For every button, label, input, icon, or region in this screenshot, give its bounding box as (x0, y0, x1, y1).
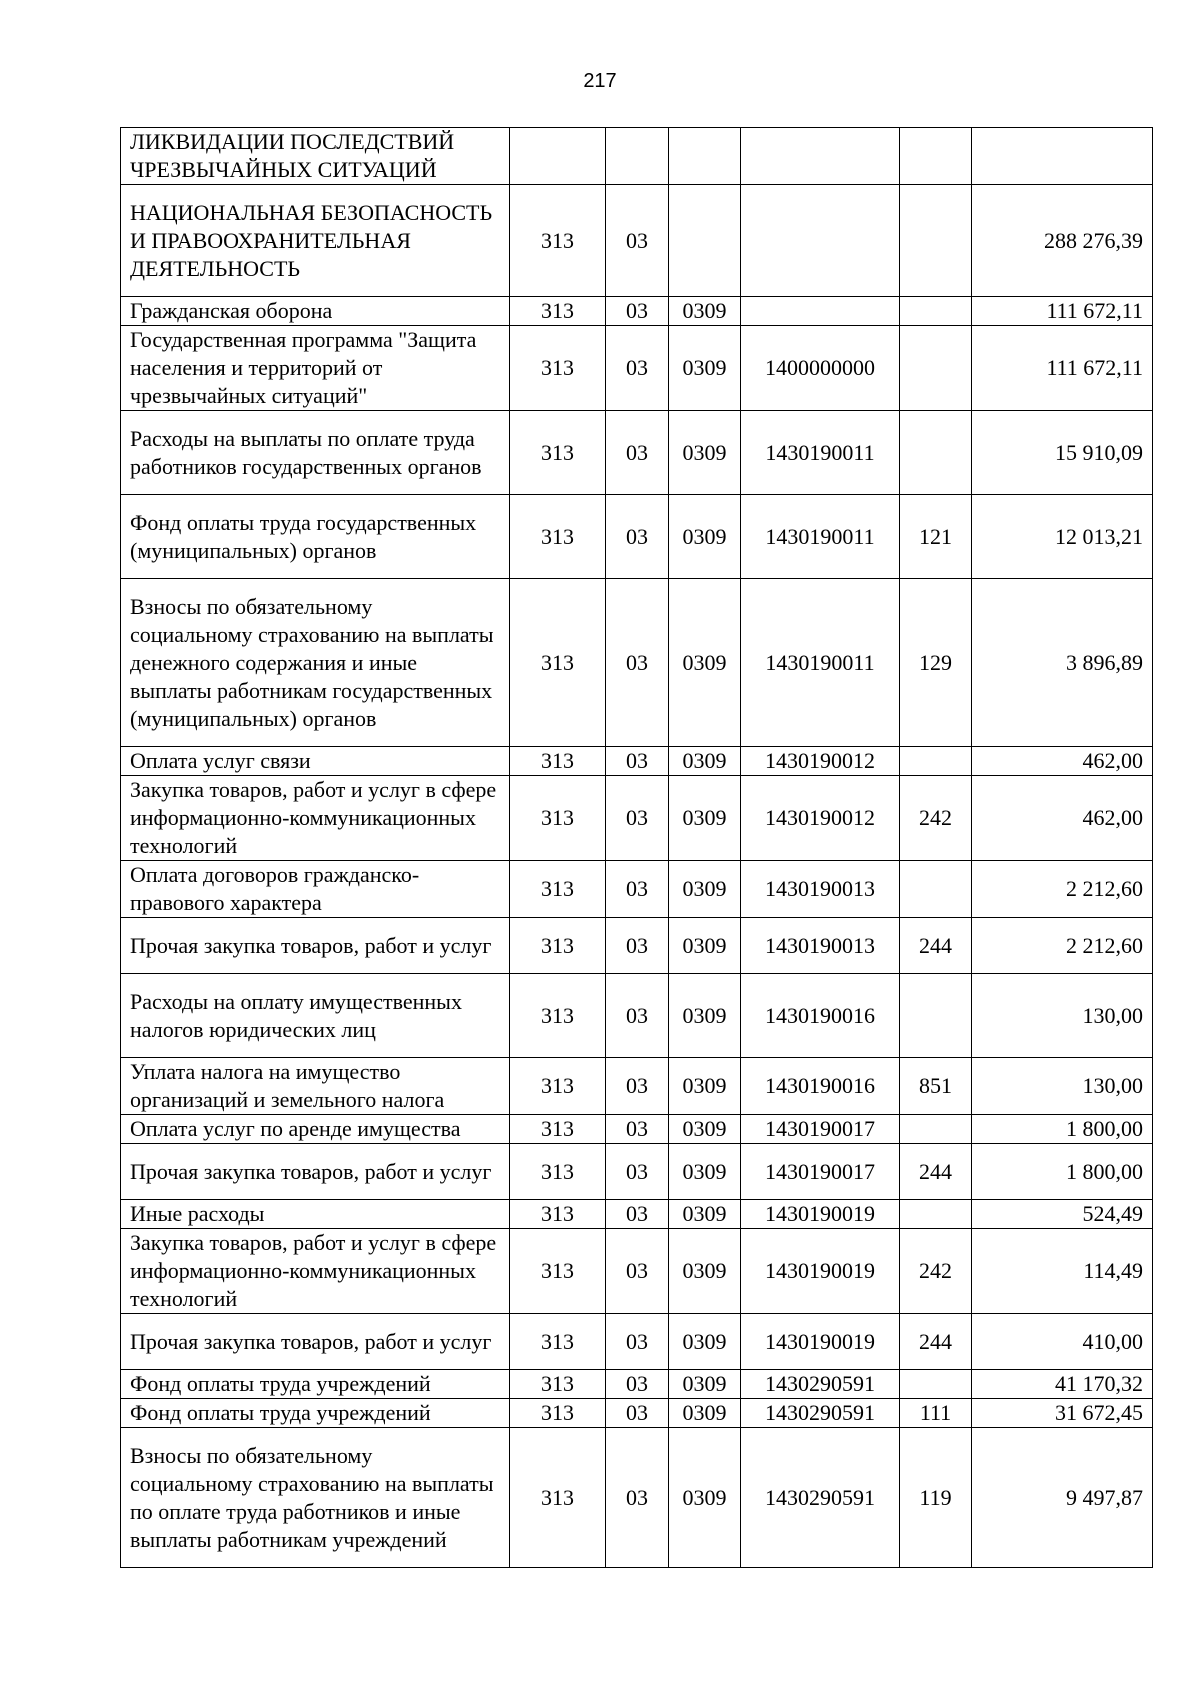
row-sum: 111 672,11 (972, 326, 1153, 411)
row-rz: 03 (606, 1428, 669, 1568)
row-name: Фонд оплаты труда государственных (муниципальных) органов (121, 495, 510, 579)
row-csr: 1430190011 (741, 579, 900, 747)
table-row (121, 747, 1153, 776)
table-row (121, 297, 1153, 326)
row-ved: 313 (510, 1058, 606, 1115)
row-rz: 03 (606, 747, 669, 776)
row-rz: 03 (606, 1144, 669, 1200)
row-vr: 242 (900, 1229, 972, 1314)
row-vr (900, 128, 972, 185)
row-prz: 0309 (669, 776, 741, 861)
row-ved (510, 128, 606, 185)
row-ved: 313 (510, 861, 606, 918)
row-rz: 03 (606, 297, 669, 326)
row-rz: 03 (606, 579, 669, 747)
row-sum: 410,00 (972, 1314, 1153, 1370)
row-csr: 1430190017 (741, 1115, 900, 1144)
row-ved: 313 (510, 1314, 606, 1370)
row-csr (741, 297, 900, 326)
row-csr: 1430190012 (741, 747, 900, 776)
row-vr (900, 974, 972, 1058)
row-csr: 1430190019 (741, 1314, 900, 1370)
row-prz: 0309 (669, 297, 741, 326)
row-ved: 313 (510, 185, 606, 297)
row-rz: 03 (606, 326, 669, 411)
row-ved: 313 (510, 411, 606, 495)
row-rz: 03 (606, 185, 669, 297)
row-name: Оплата услуг по аренде имущества (121, 1115, 510, 1144)
row-name: Взносы по обязательному социальному страхованию на выплаты по оплате труда работников и иные выплаты работникам учреждений (121, 1428, 510, 1568)
row-rz: 03 (606, 776, 669, 861)
row-prz: 0309 (669, 861, 741, 918)
row-rz: 03 (606, 1314, 669, 1370)
row-name: Уплата налога на имущество организаций и земельного налога (121, 1058, 510, 1115)
row-csr: 1430190019 (741, 1200, 900, 1229)
row-csr (741, 185, 900, 297)
row-sum: 31 672,45 (972, 1399, 1153, 1428)
row-rz: 03 (606, 1200, 669, 1229)
row-csr: 1430190013 (741, 861, 900, 918)
row-name: Гражданская оборона (121, 297, 510, 326)
row-vr: 111 (900, 1399, 972, 1428)
row-vr: 244 (900, 918, 972, 974)
row-vr (900, 185, 972, 297)
table-row (121, 1229, 1153, 1314)
row-name: Прочая закупка товаров, работ и услуг (121, 1144, 510, 1200)
row-ved: 313 (510, 1115, 606, 1144)
row-rz: 03 (606, 411, 669, 495)
table-row (121, 861, 1153, 918)
row-name: Взносы по обязательному социальному страхованию на выплаты денежного содержания и иные выплаты работникам государственных (муниципальных) органов (121, 579, 510, 747)
row-csr: 1430190016 (741, 974, 900, 1058)
row-rz: 03 (606, 1229, 669, 1314)
row-sum: 111 672,11 (972, 297, 1153, 326)
row-rz: 03 (606, 1370, 669, 1399)
row-sum (972, 128, 1153, 185)
row-prz: 0309 (669, 411, 741, 495)
row-sum: 3 896,89 (972, 579, 1153, 747)
row-sum: 524,49 (972, 1200, 1153, 1229)
row-ved: 313 (510, 326, 606, 411)
row-name: Оплата договоров гражданско-правового характера (121, 861, 510, 918)
table-row (121, 1370, 1153, 1399)
row-sum: 462,00 (972, 776, 1153, 861)
row-csr: 1430190019 (741, 1229, 900, 1314)
row-prz: 0309 (669, 495, 741, 579)
row-prz: 0309 (669, 1115, 741, 1144)
row-ved: 313 (510, 1428, 606, 1568)
row-vr (900, 326, 972, 411)
row-name: Иные расходы (121, 1200, 510, 1229)
row-csr (741, 128, 900, 185)
table-row (121, 776, 1153, 861)
row-sum: 130,00 (972, 974, 1153, 1058)
row-name: Оплата услуг связи (121, 747, 510, 776)
row-name: Прочая закупка товаров, работ и услуг (121, 918, 510, 974)
row-name: Закупка товаров, работ и услуг в сфере информационно-коммуникационных технологий (121, 776, 510, 861)
table-row (121, 918, 1153, 974)
row-rz: 03 (606, 1058, 669, 1115)
table-row (121, 1428, 1153, 1568)
row-prz: 0309 (669, 579, 741, 747)
row-csr: 1430290591 (741, 1370, 900, 1399)
row-vr (900, 747, 972, 776)
row-vr (900, 411, 972, 495)
table-row (121, 128, 1153, 185)
row-vr (900, 861, 972, 918)
row-vr (900, 1370, 972, 1399)
table-row (121, 1144, 1153, 1200)
row-vr: 119 (900, 1428, 972, 1568)
row-vr: 242 (900, 776, 972, 861)
row-vr: 851 (900, 1058, 972, 1115)
row-prz: 0309 (669, 918, 741, 974)
row-prz: 0309 (669, 1144, 741, 1200)
row-sum: 12 013,21 (972, 495, 1153, 579)
row-prz (669, 185, 741, 297)
table-row (121, 974, 1153, 1058)
row-csr: 1430190013 (741, 918, 900, 974)
row-prz (669, 128, 741, 185)
row-sum: 114,49 (972, 1229, 1153, 1314)
row-rz: 03 (606, 1115, 669, 1144)
row-csr: 1430190011 (741, 495, 900, 579)
row-name: Фонд оплаты труда учреждений (121, 1399, 510, 1428)
row-prz: 0309 (669, 1428, 741, 1568)
row-vr (900, 1200, 972, 1229)
row-ved: 313 (510, 1229, 606, 1314)
row-prz: 0309 (669, 1200, 741, 1229)
row-name: Расходы на выплаты по оплате труда работников государственных органов (121, 411, 510, 495)
row-ved: 313 (510, 579, 606, 747)
table-row (121, 579, 1153, 747)
row-sum: 9 497,87 (972, 1428, 1153, 1568)
row-sum: 462,00 (972, 747, 1153, 776)
row-ved: 313 (510, 1370, 606, 1399)
row-rz (606, 128, 669, 185)
row-rz: 03 (606, 1399, 669, 1428)
table-row (121, 1200, 1153, 1229)
page-number: 217 (583, 70, 617, 92)
row-name: Расходы на оплату имущественных налогов юридических лиц (121, 974, 510, 1058)
row-csr: 1430290591 (741, 1399, 900, 1428)
row-csr: 1430190016 (741, 1058, 900, 1115)
row-ved: 313 (510, 1200, 606, 1229)
row-rz: 03 (606, 495, 669, 579)
row-ved: 313 (510, 776, 606, 861)
row-sum: 1 800,00 (972, 1144, 1153, 1200)
row-name: Закупка товаров, работ и услуг в сфере информационно-коммуникационных технологий (121, 1229, 510, 1314)
row-ved: 313 (510, 495, 606, 579)
row-prz: 0309 (669, 326, 741, 411)
row-ved: 313 (510, 974, 606, 1058)
table-row (121, 1115, 1153, 1144)
row-name: НАЦИОНАЛЬНАЯ БЕЗОПАСНОСТЬ И ПРАВООХРАНИТЕЛЬНАЯ ДЕЯТЕЛЬНОСТЬ (121, 185, 510, 297)
row-prz: 0309 (669, 1370, 741, 1399)
table-row (121, 411, 1153, 495)
budget-table (120, 127, 1153, 1568)
row-vr: 121 (900, 495, 972, 579)
row-name: ЛИКВИДАЦИИ ПОСЛЕДСТВИЙ ЧРЕЗВЫЧАЙНЫХ СИТУАЦИЙ (121, 128, 510, 185)
row-ved: 313 (510, 1399, 606, 1428)
row-prz: 0309 (669, 747, 741, 776)
row-sum: 15 910,09 (972, 411, 1153, 495)
table-row (121, 1314, 1153, 1370)
row-prz: 0309 (669, 974, 741, 1058)
row-sum: 288 276,39 (972, 185, 1153, 297)
row-sum: 2 212,60 (972, 918, 1153, 974)
row-rz: 03 (606, 974, 669, 1058)
row-ved: 313 (510, 918, 606, 974)
row-csr: 1430290591 (741, 1428, 900, 1568)
row-csr: 1400000000 (741, 326, 900, 411)
row-name: Прочая закупка товаров, работ и услуг (121, 1314, 510, 1370)
row-ved: 313 (510, 747, 606, 776)
row-name: Фонд оплаты труда учреждений (121, 1370, 510, 1399)
row-vr: 244 (900, 1314, 972, 1370)
row-prz: 0309 (669, 1229, 741, 1314)
row-vr (900, 297, 972, 326)
row-csr: 1430190017 (741, 1144, 900, 1200)
table-row (121, 1399, 1153, 1428)
table-row (121, 326, 1153, 411)
row-prz: 0309 (669, 1058, 741, 1115)
row-prz: 0309 (669, 1314, 741, 1370)
row-ved: 313 (510, 297, 606, 326)
row-rz: 03 (606, 918, 669, 974)
row-csr: 1430190011 (741, 411, 900, 495)
row-sum: 130,00 (972, 1058, 1153, 1115)
row-vr: 129 (900, 579, 972, 747)
row-sum: 1 800,00 (972, 1115, 1153, 1144)
row-sum: 41 170,32 (972, 1370, 1153, 1399)
table-row (121, 495, 1153, 579)
row-csr: 1430190012 (741, 776, 900, 861)
row-vr (900, 1115, 972, 1144)
row-sum: 2 212,60 (972, 861, 1153, 918)
row-prz: 0309 (669, 1399, 741, 1428)
row-ved: 313 (510, 1144, 606, 1200)
table-row (121, 1058, 1153, 1115)
table-row (121, 185, 1153, 297)
row-rz: 03 (606, 861, 669, 918)
row-name: Государственная программа "Защита населения и территорий от чрезвычайных ситуаций" (121, 326, 510, 411)
row-vr: 244 (900, 1144, 972, 1200)
